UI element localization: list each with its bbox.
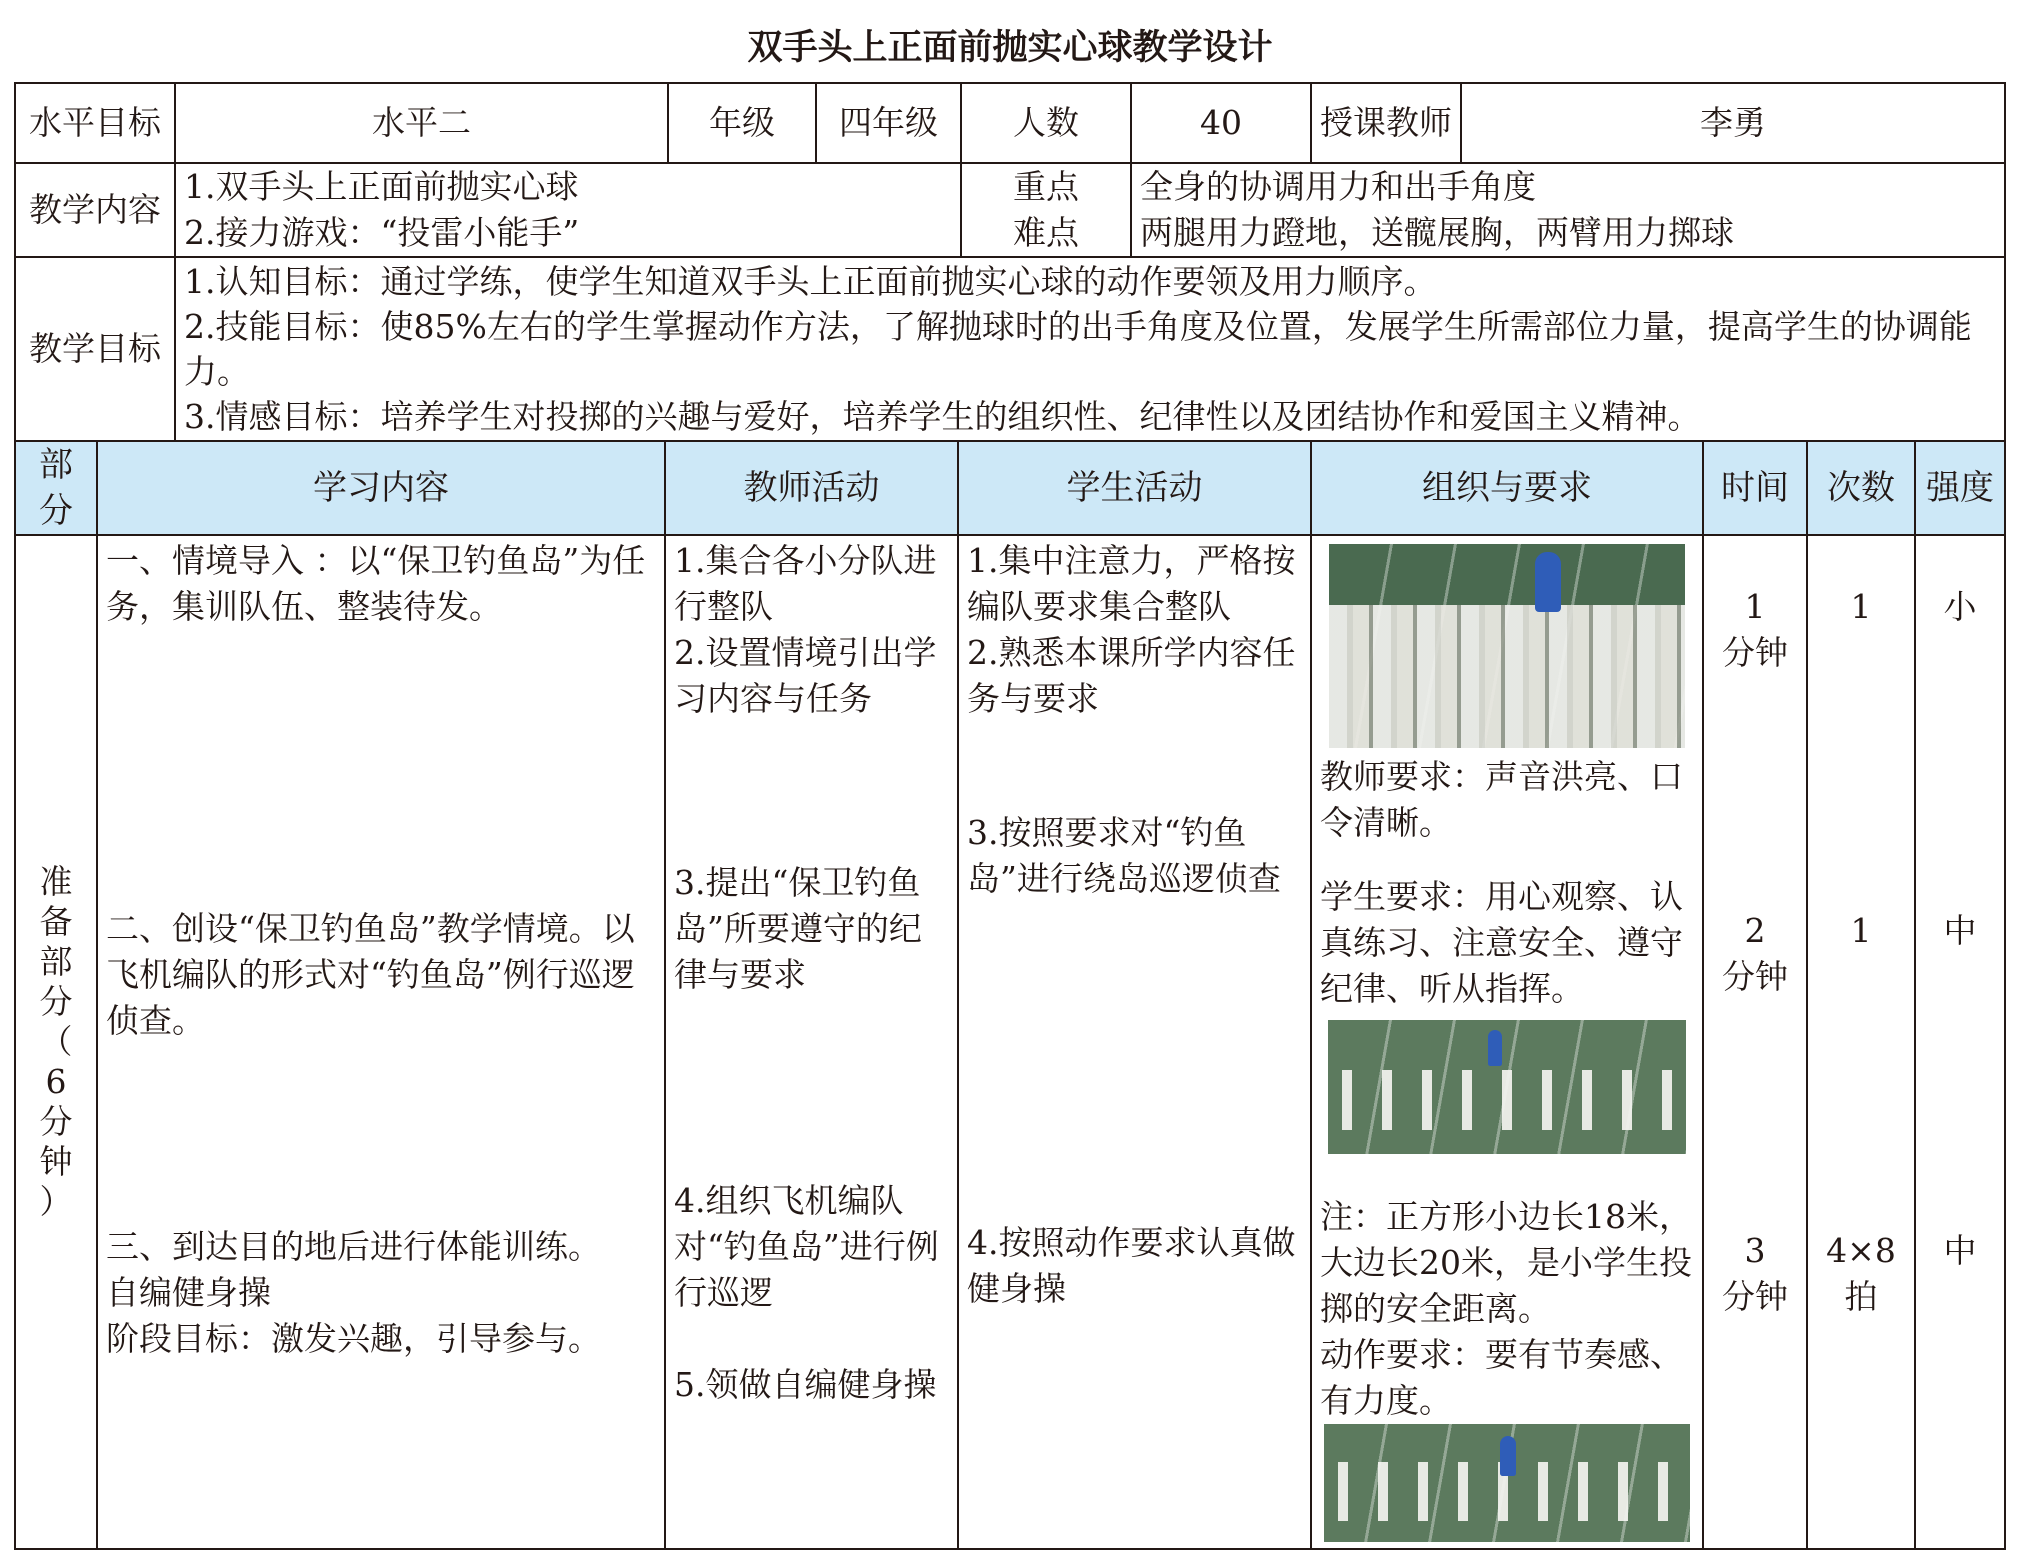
difficulty-label: 难点 — [1013, 213, 1079, 252]
header-intensity: 强度 — [1915, 441, 2005, 535]
study-item-1: 一、情境导入 ：以“保卫钓鱼岛”为任务，集训队伍、整装待发。 — [106, 541, 646, 626]
organization-requirements — [1311, 535, 1703, 1549]
intensity-1: 小 — [1943, 587, 1977, 626]
time-2: 2 分钟 — [1722, 911, 1788, 996]
count-label: 人数 — [961, 83, 1131, 163]
teacher-activity — [665, 535, 958, 1549]
document-title: 双手头上正面前抛实心球教学设计 — [747, 28, 1273, 68]
content-item-1: 1.双手头上正面前抛实心球 — [184, 167, 579, 206]
header-study: 学习内容 — [97, 441, 665, 535]
teacher-step-1: 1.集合各小分队进行整队 — [674, 541, 937, 626]
intensity-column — [1915, 535, 2005, 1549]
student-activity — [958, 535, 1311, 1549]
key-label: 重点 — [1013, 167, 1079, 206]
key-diff-values — [1131, 163, 2005, 257]
teacher-requirement: 教师要求：声音洪亮、口令清晰。 — [1320, 757, 1683, 842]
study-item-2: 二、创设“保卫钓鱼岛”教学情境。以飞机编队的形式对“钓鱼岛”例行巡逻侦查。 — [106, 909, 635, 1040]
teacher-step-2: 2.设置情境引出学习内容与任务 — [674, 633, 937, 718]
level-label: 水平目标 — [15, 83, 175, 163]
exercise-photo — [1324, 1424, 1690, 1542]
times-3: 4×8 拍 — [1826, 1231, 1896, 1316]
column-header-row — [15, 441, 2005, 535]
safety-note: 注：正方形小边长18米，大边长20米，是小学生投掷的安全距离。 — [1320, 1197, 1692, 1328]
level-value: 水平二 — [175, 83, 668, 163]
grade-label: 年级 — [668, 83, 816, 163]
goal-skill: 2.技能目标：使85%左右的学生掌握动作方法，了解抛球时的出手角度及位置，发展学生所需部位力量，提高学生的协调能力。 — [184, 307, 1972, 391]
teacher-name: 李勇 — [1461, 83, 2005, 163]
teacher-step-5: 5.领做自编健身操 — [674, 1365, 937, 1404]
goal-cognitive: 1.认知目标：通过学练，使学生知道双手头上正面前抛实心球的动作要领及用力顺序。 — [184, 262, 1437, 301]
times-2: 1 — [1850, 911, 1872, 950]
key-point: 全身的协调用力和出手角度 — [1140, 167, 1536, 206]
info-row — [15, 83, 2005, 163]
goals-row — [15, 257, 2005, 441]
count-value: 40 — [1131, 83, 1311, 163]
body-row — [15, 535, 2005, 1549]
student-step-1: 1.集中注意力，严格按编队要求集合整队 — [967, 541, 1296, 626]
lesson-plan-table — [14, 82, 2006, 1550]
goal-affective: 3.情感目标：培养学生对投掷的兴趣与爱好，培养学生的组织性、纪律性以及团结协作和爱国主义精神。 — [184, 397, 1701, 436]
study-item-3: 三、到达目的地后进行体能训练。 自编健身操 阶段目标：激发兴趣，引导参与。 — [106, 1227, 601, 1358]
student-step-2: 2.熟悉本课所学内容任务与要求 — [967, 633, 1296, 718]
teacher-label: 授课教师 — [1311, 83, 1461, 163]
header-organization: 组织与要求 — [1311, 441, 1703, 535]
header-time: 时间 — [1703, 441, 1807, 535]
student-requirement: 学生要求：用心观察、认真练习、注意安全、遵守纪律、听从指挥。 — [1320, 877, 1683, 1008]
intensity-3: 中 — [1943, 1231, 1977, 1270]
section-label: 准 备 部 分 （ 6 分 钟 ） — [15, 535, 97, 1549]
intensity-2: 中 — [1943, 911, 1977, 950]
header-times: 次数 — [1807, 441, 1915, 535]
patrol-formation-photo — [1328, 1020, 1686, 1154]
student-step-4: 4.按照动作要求认真做健身操 — [967, 1223, 1296, 1308]
header-part: 部分 — [15, 441, 97, 535]
content-row — [15, 163, 2005, 257]
student-step-3: 3.按照要求对“钓鱼岛”进行绕岛巡逻侦查 — [967, 813, 1281, 898]
assembly-photo — [1329, 544, 1685, 748]
grade-value: 四年级 — [816, 83, 961, 163]
header-teacher: 教师活动 — [665, 441, 958, 535]
difficulty-point: 两腿用力蹬地，送髋展胸，两臂用力掷球 — [1140, 213, 1734, 252]
study-content — [97, 535, 665, 1549]
movement-requirement: 动作要求：要有节奏感、有力度。 — [1320, 1335, 1683, 1420]
content-item-2: 2.接力游戏：“投雷小能手” — [184, 213, 580, 252]
times-column — [1807, 535, 1915, 1549]
goals-list — [175, 257, 2005, 441]
key-diff-labels — [961, 163, 1131, 257]
time-3: 3 分钟 — [1722, 1231, 1788, 1316]
content-label: 教学内容 — [15, 163, 175, 257]
time-column — [1703, 535, 1807, 1549]
time-1: 1 分钟 — [1722, 587, 1788, 672]
times-1: 1 — [1850, 587, 1872, 626]
teacher-step-3: 3.提出“保卫钓鱼岛”所要遵守的纪律与要求 — [674, 863, 922, 994]
teacher-step-4: 4.组织飞机编队对“钓鱼岛”进行例行巡逻 — [674, 1181, 939, 1312]
goals-label: 教学目标 — [15, 257, 175, 441]
header-student: 学生活动 — [958, 441, 1311, 535]
content-items — [175, 163, 961, 257]
